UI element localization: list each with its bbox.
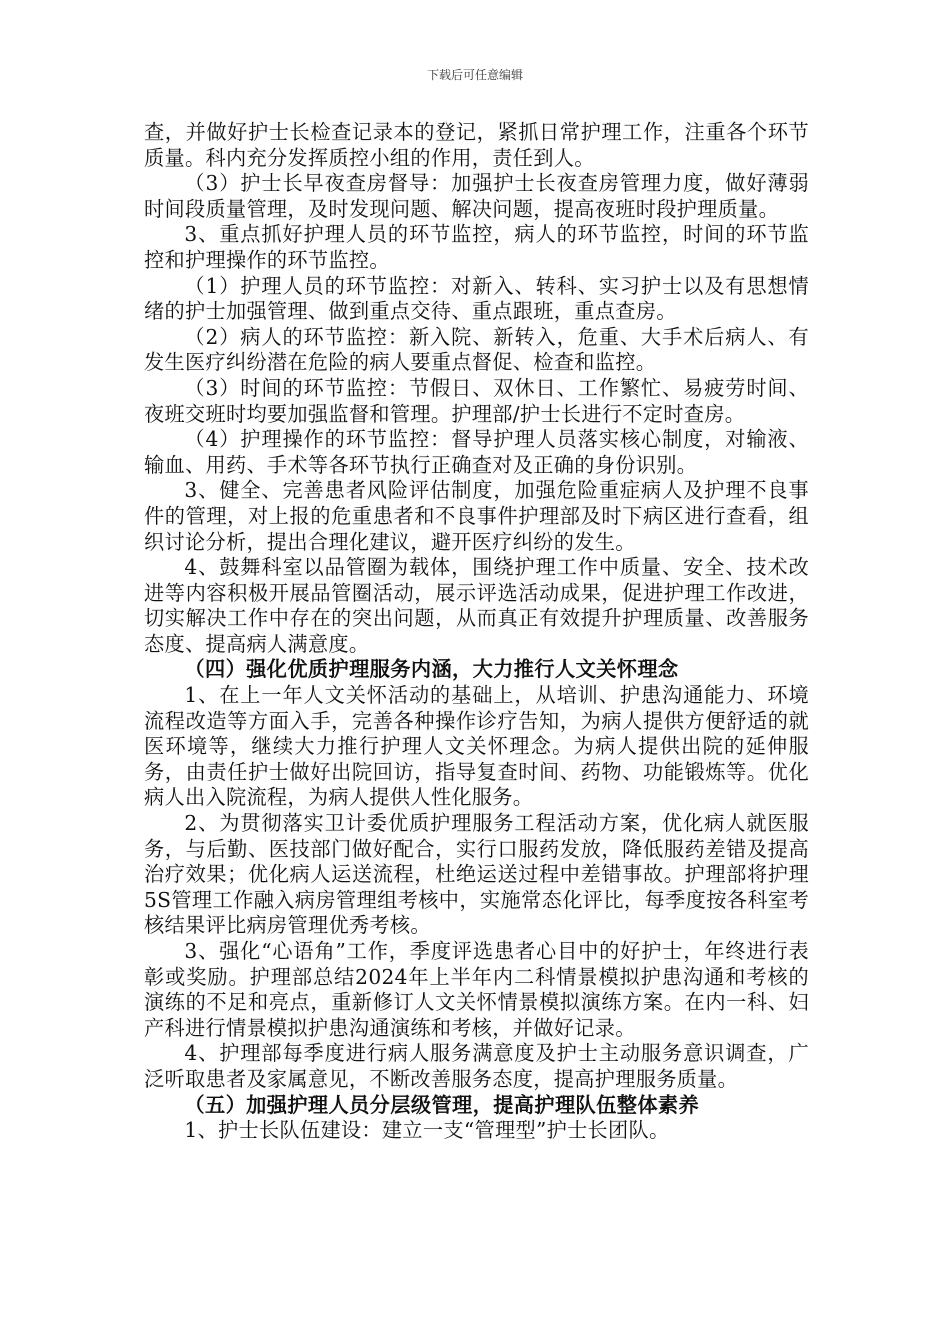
paragraph: 2、为贯彻落实卫计委优质护理服务工程活动方案，优化病人就医服务，与后勤、医技部门做好配合，实行口服药发放，降低服药差错及提高治疗效果；优化病人运送流程，杜绝运送过程中差错事故。护理部将护理5S管理工作融入病房管理组考核中，实施常态化评比，每季度按各科室考核结果评比病房管理优秀考核。: [144, 811, 809, 938]
paragraph: 3、重点抓好护理人员的环节监控，病人的环节监控，时间的环节监控和护理操作的环节监控。: [144, 222, 809, 272]
paragraph: （3）时间的环节监控：节假日、双休日、工作繁忙、易疲劳时间、夜班交班时均要加强监督和管理。护理部/护士长进行不定时查房。: [144, 375, 809, 426]
paragraph: 1、在上一年人文关怀活动的基础上，从培训、护患沟通能力、环境流程改造等方面入手，完善各种操作诊疗告知，为病人提供方便舒适的就医环境等，继续大力推行护理人文关怀理念。为病人提供出院的延伸服务，由责任护士做好出院回访，指导复查时间、药物、功能锻炼等。优化病人出入院流程，为病人提供人性化服务。: [144, 683, 809, 810]
section-heading: （四）强化优质护理服务内涵，大力推行人文关怀理念: [184, 657, 679, 682]
paragraph: 4、护理部每季度进行病人服务满意度及护士主动服务意识调查，广泛听取患者及家属意见，不断改善服务态度，提高护理服务质量。: [144, 1041, 809, 1091]
document-body: [144, 120, 809, 1144]
paragraph: （1）护理人员的环节监控：对新入、转科、实习护士以及有思想情绪的护士加强管理、做到重点交待、重点跟班，重点查房。: [144, 273, 809, 324]
paragraph: 4、鼓舞科室以品管圈为载体，围绕护理工作中质量、安全、技术改进等内容积极开展品管圈活动，展示评选活动成果，促进护理工作改进，切实解决工作中存在的突出问题，从而真正有效提升护理质量、改善服务态度、提高病人满意度。: [144, 555, 809, 656]
page-header: 下载后可任意编辑: [426, 68, 523, 82]
paragraph: （3）护士长早夜查房督导：加强护士长夜查房管理力度，做好薄弱时间段质量管理，及时发现问题、解决问题，提高夜班时段护理质量。: [144, 171, 809, 221]
paragraph: 3、强化“心语角”工作，季度评选患者心目中的好护士，年终进行表彰或奖励。护理部总结2024年上半年内二科情景模拟护患沟通和考核的演练的不足和亮点，重新修订人文关怀情景模拟演练方案。在内一科、妇产科进行情景模拟护患沟通演练和考核，并做好记录。: [144, 939, 809, 1040]
paragraph: （2）病人的环节监控：新入院、新转入，危重、大手术后病人、有发生医疗纠纷潜在危险的病人要重点督促、检查和监控。: [144, 324, 809, 375]
paragraph: 查，并做好护士长检查记录本的登记，紧抓日常护理工作，注重各个环节质量。科内充分发挥质控小组的作用，责任到人。: [144, 120, 809, 170]
section-heading: （五）加强护理人员分层级管理，提高护理队伍整体素养: [184, 1092, 700, 1117]
paragraph: （4）护理操作的环节监控：督导护理人员落实核心制度，对输液、输血、用药、手术等各环节执行正确查对及正确的身份识别。: [144, 427, 809, 477]
paragraph: 1、护士长队伍建设：建立一支“管理型”护士长团队。: [184, 1118, 670, 1143]
paragraph: 3、健全、完善患者风险评估制度，加强危险重症病人及护理不良事件的管理，对上报的危重患者和不良事件护理部及时下病区进行查看，组织讨论分析，提出合理化建议，避开医疗纠纷的发生。: [144, 478, 809, 554]
